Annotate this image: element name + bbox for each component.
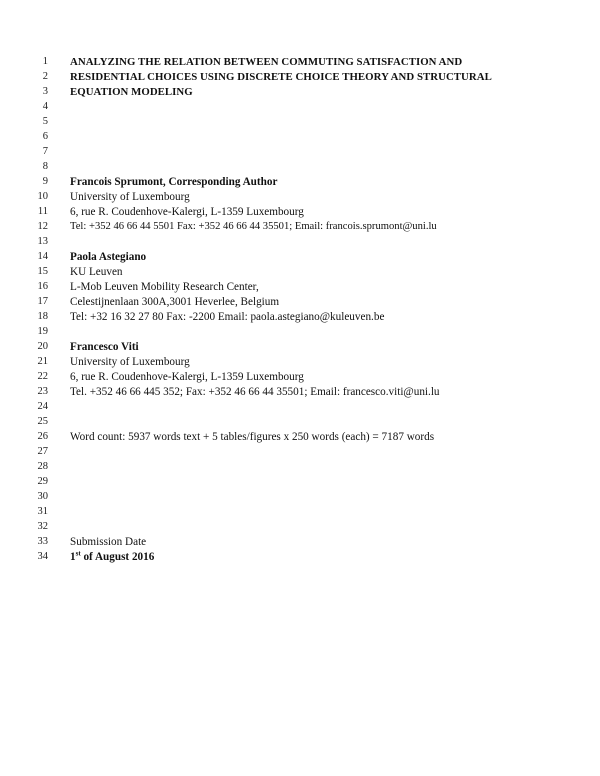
line-number: 16 xyxy=(37,281,48,292)
document-line xyxy=(0,460,600,474)
paper-title-line-1: ANALYZING THE RELATION BETWEEN COMMUTING SATISFACTION AND xyxy=(70,56,463,68)
submission-date xyxy=(70,550,154,564)
line-number: 5 xyxy=(42,116,48,127)
line-number: 26 xyxy=(37,431,48,442)
author-2-name: Paola Astegiano xyxy=(70,251,147,263)
document-line xyxy=(0,205,600,219)
line-number: 30 xyxy=(37,491,48,502)
document-line xyxy=(0,400,600,414)
line-number: 25 xyxy=(37,416,48,427)
document-line xyxy=(0,340,600,354)
document-line xyxy=(0,130,600,144)
submission-date-suffix: st xyxy=(75,549,81,558)
document-line xyxy=(0,550,600,564)
submission-date-rest: of August 2016 xyxy=(80,551,155,563)
line-number: 31 xyxy=(37,506,48,517)
document-line xyxy=(0,505,600,519)
line-number: 23 xyxy=(37,386,48,397)
line-number: 12 xyxy=(37,221,48,232)
line-number: 10 xyxy=(37,191,48,202)
line-number: 15 xyxy=(37,266,48,277)
line-number: 7 xyxy=(42,146,48,157)
document-line xyxy=(0,265,600,279)
line-number: 33 xyxy=(37,536,48,547)
line-number: 9 xyxy=(42,176,48,187)
paper-title-line-2: RESIDENTIAL CHOICES USING DISCRETE CHOICE THEORY AND STRUCTURAL xyxy=(70,71,492,83)
document-line xyxy=(0,280,600,294)
document-line xyxy=(0,520,600,534)
line-number: 21 xyxy=(37,356,48,367)
document-line xyxy=(0,325,600,339)
author-2-affiliation: KU Leuven xyxy=(70,266,123,278)
document-line xyxy=(0,385,600,399)
line-number: 14 xyxy=(37,251,48,262)
line-number: 2 xyxy=(42,71,48,82)
document-line xyxy=(0,370,600,384)
document-line xyxy=(0,220,600,234)
line-number: 6 xyxy=(42,131,48,142)
document-line xyxy=(0,100,600,114)
line-number: 28 xyxy=(37,461,48,472)
line-number: 19 xyxy=(37,326,48,337)
document-line xyxy=(0,310,600,324)
document-line xyxy=(0,355,600,369)
author-1-name: Francois Sprumont, Corresponding Author xyxy=(70,176,278,188)
document-line xyxy=(0,475,600,489)
line-number: 11 xyxy=(37,206,48,217)
document-line xyxy=(0,235,600,249)
line-number: 4 xyxy=(42,101,48,112)
author-1-contact: Tel: +352 46 66 44 5501 Fax: +352 46 66 44 35501; Email: francois.sprumont@uni.lu xyxy=(70,221,437,232)
document-line xyxy=(0,175,600,189)
line-number: 29 xyxy=(37,476,48,487)
line-number: 13 xyxy=(37,236,48,247)
document-line xyxy=(0,490,600,504)
author-2-affiliation-detail: L-Mob Leuven Mobility Research Center, xyxy=(70,281,259,293)
document-line xyxy=(0,250,600,264)
line-number: 17 xyxy=(37,296,48,307)
document-line xyxy=(0,190,600,204)
document-line xyxy=(0,85,600,99)
document-line xyxy=(0,295,600,309)
author-1-address: 6, rue R. Coudenhove-Kalergi, L-1359 Luxembourg xyxy=(70,206,304,218)
line-number: 8 xyxy=(42,161,48,172)
document-line xyxy=(0,445,600,459)
document-line xyxy=(0,160,600,174)
line-number: 24 xyxy=(37,401,48,412)
author-2-address: Celestijnenlaan 300A,3001 Heverlee, Belgium xyxy=(70,296,280,308)
word-count: Word count: 5937 words text + 5 tables/figures x 250 words (each) = 7187 words xyxy=(70,431,435,443)
line-number: 1 xyxy=(42,56,48,67)
document-line xyxy=(0,70,600,84)
line-number: 3 xyxy=(42,86,48,97)
line-number: 34 xyxy=(37,551,48,562)
document-line xyxy=(0,145,600,159)
author-3-contact: Tel. +352 46 66 445 352; Fax: +352 46 66 44 35501; Email: francesco.viti@uni.lu xyxy=(70,386,440,398)
line-number: 20 xyxy=(37,341,48,352)
submission-date-label: Submission Date xyxy=(70,536,147,548)
submission-date-day: 1 xyxy=(70,551,76,563)
document-line xyxy=(0,430,600,444)
author-2-contact: Tel: +32 16 32 27 80 Fax: -2200 Email: paola.astegiano@kuleuven.be xyxy=(70,311,385,323)
line-number: 18 xyxy=(37,311,48,322)
paper-title-line-3: EQUATION MODELING xyxy=(70,86,193,98)
author-3-affiliation: University of Luxembourg xyxy=(70,356,190,368)
author-1-affiliation: University of Luxembourg xyxy=(70,191,190,203)
line-number: 22 xyxy=(37,371,48,382)
line-number: 27 xyxy=(37,446,48,457)
author-3-name: Francesco Viti xyxy=(70,341,139,353)
document-line xyxy=(0,535,600,549)
author-3-address: 6, rue R. Coudenhove-Kalergi, L-1359 Luxembourg xyxy=(70,371,304,383)
document-line xyxy=(0,415,600,429)
document-line xyxy=(0,55,600,69)
line-number: 32 xyxy=(37,521,48,532)
document-line xyxy=(0,115,600,129)
